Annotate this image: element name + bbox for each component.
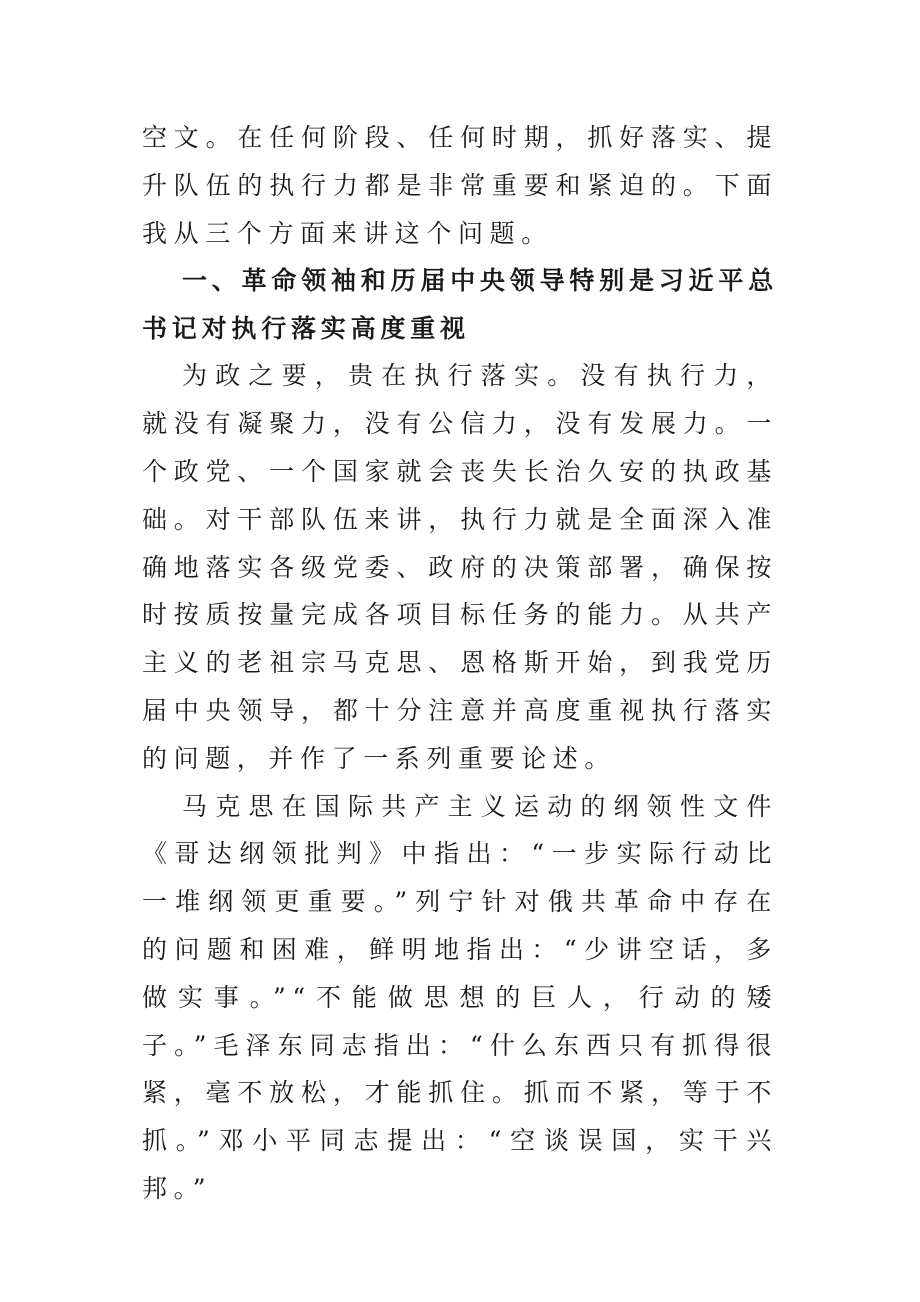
paragraph-continuation: 空文。在任何阶段、任何时期，抓好落实、提升队伍的执行力都是非常重要和紧迫的。下面我从三个方面来讲这个问题。 <box>142 123 778 248</box>
paragraph-execution-importance: 为政之要，贵在执行落实。没有执行力，就没有凝聚力，没有公信力，没有发展力。一个政党、一个国家就会丧失长治久安的执政基础。对干部队伍来讲，执行力就是全面深入准确地落实各级党委、政府的决策部署，确保按时按质按量完成各项目标任务的能力。从共产主义的老祖宗马克思、恩格斯开始，到我党历届中央领导，都十分注意并高度重视执行落实的问题，并作了一系列重要论述。 <box>142 361 778 773</box>
paragraph-leader-quotes: 马克思在国际共产主义运动的纲领性文件《哥达纲领批判》中指出：“一步实际行动比一堆纲领更重要。”列宁针对俄共革命中存在的问题和困难，鲜明地指出：“少讲空话，多做实事。”“不能做思想的巨人，行动的矮子。”毛泽东同志指出：“什么东西只有抓得很紧，毫不放松，才能抓住。抓而不紧，等于不抓。”邓小平同志提出：“空谈误国，实干兴邦。” <box>142 791 778 1203</box>
document-body <box>142 114 778 1213</box>
section-heading-1: 一、革命领袖和历届中央领导特别是习近平总书记对执行落实高度重视 <box>142 266 779 343</box>
